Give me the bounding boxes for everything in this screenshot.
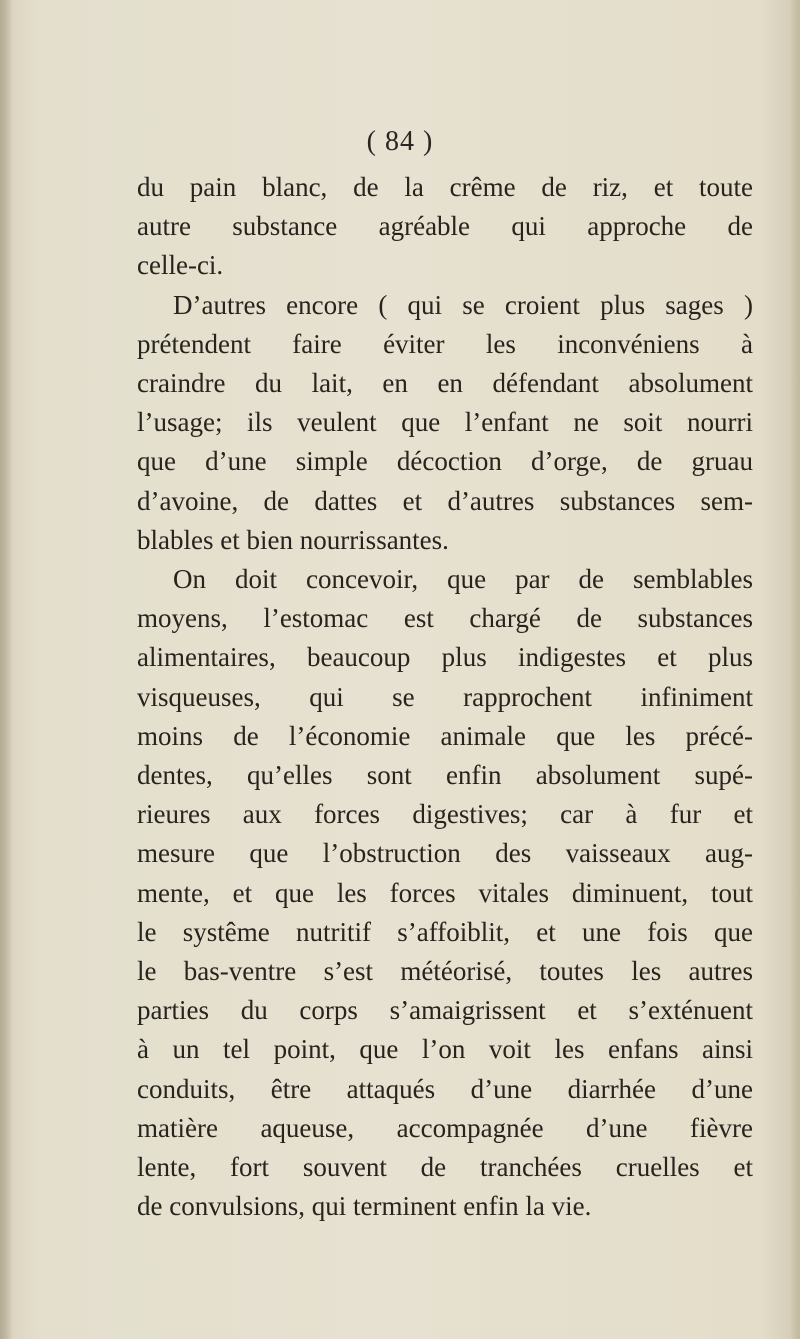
text-line: moyens, l’estomac est chargé de substances <box>137 603 753 634</box>
text-line: autre substance agréable qui approche de <box>137 211 753 242</box>
text-line: alimentaires, beaucoup plus indigestes et plus <box>137 642 753 673</box>
text-line: rieures aux forces digestives; car à fur et <box>137 799 753 830</box>
page-edge-shadow-right <box>790 0 800 1339</box>
text-line: conduits, être attaqués d’une diarrhée d’une <box>137 1073 753 1104</box>
page-number: ( 84 ) <box>366 126 434 157</box>
text-line: moins de l’économie animale que les précé- <box>137 720 753 751</box>
text-line: l’usage; ils veulent que l’enfant ne soit nourri <box>137 407 753 438</box>
text-line: mesure que l’obstruction des vaisseaux aug- <box>137 838 753 869</box>
page-edge-shadow-left <box>0 0 12 1339</box>
text-line: que d’une simple décoction d’orge, de gruau <box>137 446 753 477</box>
text-line: lente, fort souvent de tranchées cruelles et <box>137 1152 753 1183</box>
text-line: à un tel point, que l’on voit les enfans ainsi <box>137 1034 753 1065</box>
text-line: D’autres encore ( qui se croient plus sages ) <box>173 289 753 320</box>
text-line: d’avoine, de dattes et d’autres substances sem- <box>137 485 753 516</box>
text-line: mente, et que les forces vitales diminuent, tout <box>137 877 753 908</box>
text-line: le bas-ventre s’est météorisé, toutes les autres <box>137 956 753 987</box>
text-line: du pain blanc, de la crême de riz, et toute <box>137 172 753 202</box>
text-line: visqueuses, qui se rapprochent infiniment <box>137 681 753 712</box>
text-line: prétendent faire éviter les inconvéniens à <box>137 328 753 359</box>
text-line: celle-ci. <box>137 250 224 281</box>
text-line: de convulsions, qui terminent enfin la vie. <box>137 1191 592 1222</box>
text-line: On doit concevoir, que par de semblables <box>173 564 753 595</box>
text-line: parties du corps s’amaigrissent et s’exténuent <box>137 995 753 1026</box>
text-line: le systême nutritif s’affoiblit, et une fois que <box>137 916 753 947</box>
body-text <box>137 168 753 1226</box>
text-line: craindre du lait, en en défendant absolument <box>137 368 753 399</box>
text-line: dentes, qu’elles sont enfin absolument supé- <box>137 760 753 791</box>
text-line: blables et bien nourrissantes. <box>137 524 449 555</box>
text-line: matière aqueuse, accompagnée d’une fièvre <box>137 1112 753 1143</box>
